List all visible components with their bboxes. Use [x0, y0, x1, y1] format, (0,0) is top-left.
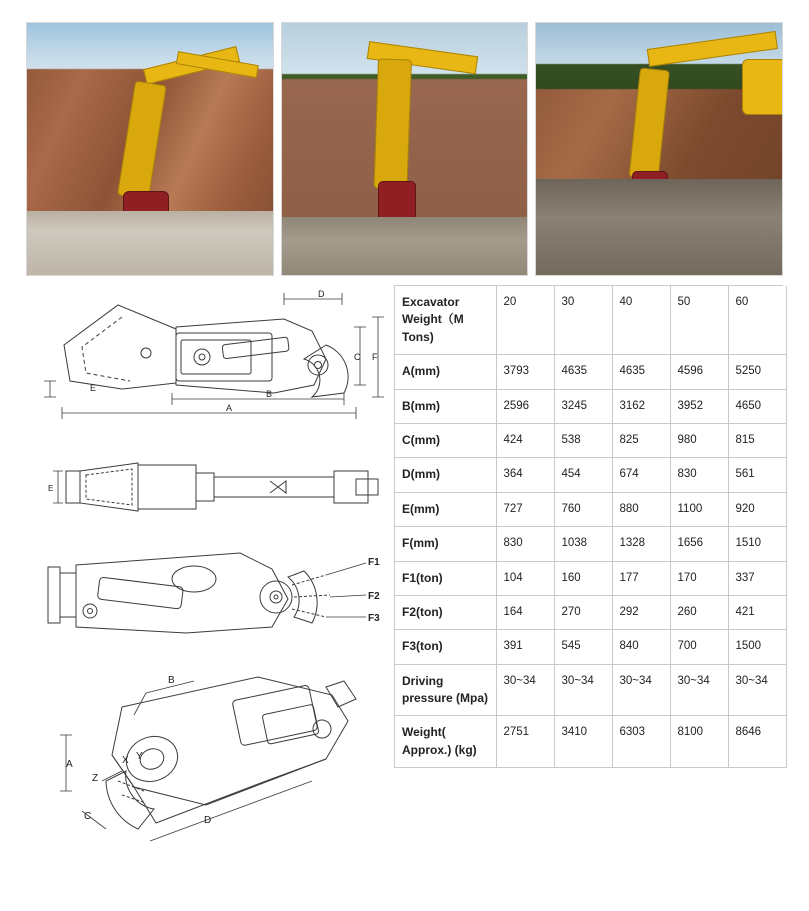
cell-value: 424 — [496, 423, 554, 457]
cell-value: 30~34 — [612, 664, 670, 716]
table-row — [395, 423, 786, 457]
drawing-side-view-forces — [26, 541, 388, 651]
cell-value: 1328 — [612, 527, 670, 561]
table-row — [395, 527, 786, 561]
cell-value: 160 — [554, 561, 612, 595]
cell-value: 30~34 — [496, 664, 554, 716]
cell-value: 8646 — [728, 716, 786, 768]
cell-value: 5250 — [728, 355, 786, 389]
table-row — [395, 458, 786, 492]
cell-value: 980 — [670, 423, 728, 457]
row-label: Weight( Approx.) (kg) — [395, 716, 496, 768]
cell-value: 6303 — [612, 716, 670, 768]
table-row — [395, 716, 786, 768]
cell-value: 170 — [670, 561, 728, 595]
cell-value: 3245 — [554, 389, 612, 423]
cell-value: 1038 — [554, 527, 612, 561]
photo-strip — [26, 22, 783, 276]
cell-value: 3793 — [496, 355, 554, 389]
cell-value: 177 — [612, 561, 670, 595]
cell-value: 700 — [670, 630, 728, 664]
cell-value: 727 — [496, 492, 554, 526]
cell-value: 270 — [554, 595, 612, 629]
cell-value: 421 — [728, 595, 786, 629]
row-label: B(mm) — [395, 389, 496, 423]
cell-value: 4650 — [728, 389, 786, 423]
cell-value: 3952 — [670, 389, 728, 423]
cell-value: 674 — [612, 458, 670, 492]
svg-text:F1: F1 — [368, 557, 380, 568]
technical-drawings — [26, 285, 388, 853]
row-label: A(mm) — [395, 355, 496, 389]
table-row — [395, 389, 786, 423]
cell-value: 538 — [554, 423, 612, 457]
row-label: F2(ton) — [395, 595, 496, 629]
svg-text:F2: F2 — [368, 591, 380, 602]
row-label: F1(ton) — [395, 561, 496, 595]
cell-value: 30 — [554, 286, 612, 355]
svg-text:F: F — [372, 352, 378, 362]
row-label: F(mm) — [395, 527, 496, 561]
cell-value: 164 — [496, 595, 554, 629]
cell-value: 292 — [612, 595, 670, 629]
svg-text:E: E — [90, 383, 97, 393]
svg-text:B: B — [266, 389, 273, 399]
table-row — [395, 492, 786, 526]
table-row — [395, 561, 786, 595]
svg-text:A: A — [226, 403, 233, 413]
svg-text:Z: Z — [92, 773, 99, 784]
cell-value: 4596 — [670, 355, 728, 389]
svg-text:Y: Y — [136, 751, 143, 762]
cell-value: 1510 — [728, 527, 786, 561]
cell-value: 30~34 — [670, 664, 728, 716]
cell-value: 50 — [670, 286, 728, 355]
cell-value: 454 — [554, 458, 612, 492]
cell-value: 60 — [728, 286, 786, 355]
table-row — [395, 286, 786, 355]
row-label: E(mm) — [395, 492, 496, 526]
cell-value: 830 — [670, 458, 728, 492]
cell-value: 104 — [496, 561, 554, 595]
table-row — [395, 664, 786, 716]
cell-value: 2751 — [496, 716, 554, 768]
cell-value: 30~34 — [554, 664, 612, 716]
cell-value: 8100 — [670, 716, 728, 768]
cell-value: 1100 — [670, 492, 728, 526]
cell-value: 561 — [728, 458, 786, 492]
svg-text:B: B — [168, 675, 175, 686]
cell-value: 830 — [496, 527, 554, 561]
cell-value: 1500 — [728, 630, 786, 664]
row-label: C(mm) — [395, 423, 496, 457]
row-label: Driving pressure (Mpa) — [395, 664, 496, 716]
photo-excavator-tank-cutting — [281, 22, 529, 276]
cell-value: 4635 — [554, 355, 612, 389]
cell-value: 760 — [554, 492, 612, 526]
drawing-perspective-view — [26, 663, 388, 853]
cell-value: 815 — [728, 423, 786, 457]
photo-caption — [33, 264, 220, 271]
cell-value: 30~34 — [728, 664, 786, 716]
photo-caption — [288, 264, 455, 271]
cell-value: 260 — [670, 595, 728, 629]
cell-value: 337 — [728, 561, 786, 595]
cell-value: 825 — [612, 423, 670, 457]
row-label: F3(ton) — [395, 630, 496, 664]
table-row — [395, 595, 786, 629]
cell-value: 391 — [496, 630, 554, 664]
svg-text:F3: F3 — [368, 613, 380, 624]
svg-text:D: D — [318, 289, 325, 299]
photo-caption — [542, 264, 680, 271]
table-row — [395, 630, 786, 664]
photo-excavator-red-slope — [26, 22, 274, 276]
table-row — [395, 355, 786, 389]
cell-value: 364 — [496, 458, 554, 492]
cell-value: 3410 — [554, 716, 612, 768]
svg-text:A: A — [66, 759, 73, 770]
drawing-side-view-open-jaw — [26, 285, 388, 435]
svg-text:C: C — [354, 352, 361, 362]
cell-value: 3162 — [612, 389, 670, 423]
cell-value: 4635 — [612, 355, 670, 389]
cell-value: 1656 — [670, 527, 728, 561]
photo-excavator-scrap-yard — [535, 22, 783, 276]
svg-text:X: X — [122, 755, 129, 766]
drawing-top-view — [26, 447, 388, 529]
cell-value: 880 — [612, 492, 670, 526]
cell-value: 840 — [612, 630, 670, 664]
cell-value: 20 — [496, 286, 554, 355]
lower-section — [26, 285, 783, 853]
row-label: Excavator Weight（M Tons) — [395, 286, 496, 355]
specification-table — [394, 285, 783, 768]
cell-value: 40 — [612, 286, 670, 355]
svg-text:D: D — [204, 815, 212, 826]
cell-value: 2596 — [496, 389, 554, 423]
row-label: D(mm) — [395, 458, 496, 492]
svg-text:E: E — [48, 484, 54, 493]
svg-text:C: C — [84, 811, 92, 822]
cell-value: 920 — [728, 492, 786, 526]
cell-value: 545 — [554, 630, 612, 664]
